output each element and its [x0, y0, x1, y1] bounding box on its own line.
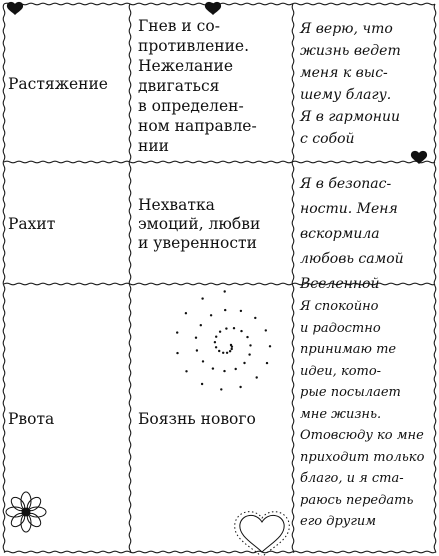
condition-cell: Растяжение	[8, 75, 108, 93]
condition-cell: Рвота	[8, 410, 55, 428]
cause-cell: Гнев и со- противление. Нежелание двигаться в определен- ном направле- нии	[138, 17, 257, 155]
condition-cell: Рахит	[8, 215, 56, 233]
affirmation-cell: Я верю, что жизнь ведет меня к выс- шему благу. Я в гармонии с собой	[300, 21, 401, 147]
cause-cell: Боязнь нового	[138, 409, 256, 428]
affirmation-cell: Я спокойно и радостно принимаю те идеи, кото- рые посылает мне жизнь. Отовсюду ко мне приходит только благо, и я ста- раюсь передать его другим	[300, 299, 425, 529]
cause-cell: Нехватка эмоций, любви и уверенности	[138, 195, 261, 252]
affirmation-cell: Я в безопас- ности. Меня вскормила любовь самой Вселенной	[300, 176, 404, 292]
